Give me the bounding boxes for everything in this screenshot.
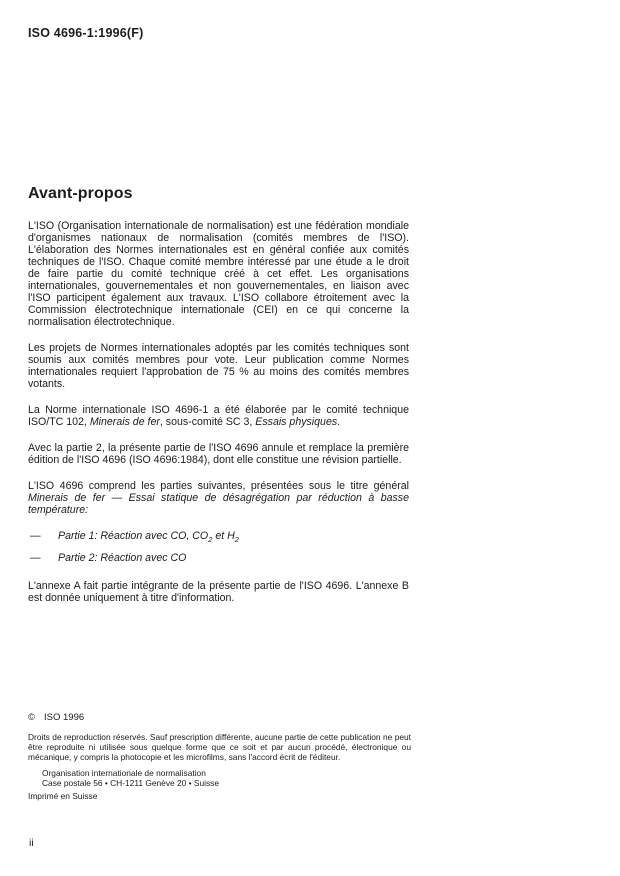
part2-label: Partie 2: Réaction avec CO [58,552,187,564]
paragraph-parts-intro [28,480,409,516]
printed-in-notice: Imprimé en Suisse [28,791,98,802]
paragraph-annexes: L'annexe A fait partie intégrante de la présente partie de l'ISO 4696. L'annexe B est donnée uniquement à titre d'information. [28,580,409,604]
copyright-year: ISO 1996 [44,712,85,723]
reproduction-rights-text: Droits de reproduction réservés. Sauf prescription différente, aucune partie de cette publication ne peut être reproduite ni utilisée sous quelque forme que ce soit et par aucun procédé, électronique ou mécanique, y compris la photocopie et les microfilms, sans l'accord écrit de l'éditeur. [28,732,411,762]
copyright-icon: © [28,712,35,723]
text-segment: Partie 1: Réaction avec CO, CO [58,530,209,542]
text-segment: et H [212,530,235,542]
foreword-section [28,185,409,618]
page-number: ii [29,837,34,849]
document-reference: ISO 4696-1:1996(F) [28,26,144,40]
copyright-block [28,712,411,801]
italic-title-segment: Minerais de fer [89,416,160,428]
paragraph-committee [28,404,409,428]
part1-label [58,530,240,545]
italic-title-segment: Minerais de fer — Essai statique de désagrégation par réduction à basse température: [28,492,409,516]
list-dash: — [30,552,41,564]
italic-title-segment: Essais physiques [255,416,338,428]
text-segment: . [337,416,341,428]
publisher-name: Organisation internationale de normalisation [42,767,206,778]
publisher-postal-address: Case postale 56 • CH-1211 Genève 20 • Suisse [42,777,220,788]
list-item-part1 [28,530,409,545]
text-segment: La Norme internationale ISO 4696-1 a été élaborée par le comité technique ISO/TC 102, [28,404,409,428]
list-item-part2 [28,552,409,564]
list-dash: — [30,530,41,542]
subscript: 2 [234,535,240,545]
paragraph-revision: Avec la partie 2, la présente partie de l'ISO 4696 annule et remplace la première édition de l'ISO 4696 (ISO 4696:1984), dont elle constitue une révision partielle. [28,442,409,466]
text-segment: L'ISO 4696 comprend les parties suivantes, présentées sous le titre général [28,480,409,492]
publisher-address [42,768,411,788]
paragraph-voting: Les projets de Normes internationales adoptés par les comités techniques sont soumis aux comités membres pour vote. Leur publication comme Normes internationales requiert l'approbation de 75 % au moins des comités membres votants. [28,342,409,390]
section-title: Avant-propos [28,185,133,202]
paragraph-iso-description: L'ISO (Organisation internationale de normalisation) est une fédération mondiale d'organismes nationaux de normalisation (comités membres de l'ISO). L'élaboration des Normes internationales est en général confiée aux comités techniques de l'ISO. Chaque comité membre intéressé par une étude a le droit de faire partie du comité technique créé à cet effet. Les organisations internationales, gouvernementales et non gouvernementales, en liaison avec l'ISO participent également aux travaux. L'ISO collabore étroitement avec la Commission électrotechnique internationale (CEI) en ce qui concerne la normalisation électrotechnique. [28,220,409,328]
subscript: 2 [208,535,213,545]
text-segment: , sous-comité SC 3, [159,416,256,428]
copyright-notice [28,712,411,723]
